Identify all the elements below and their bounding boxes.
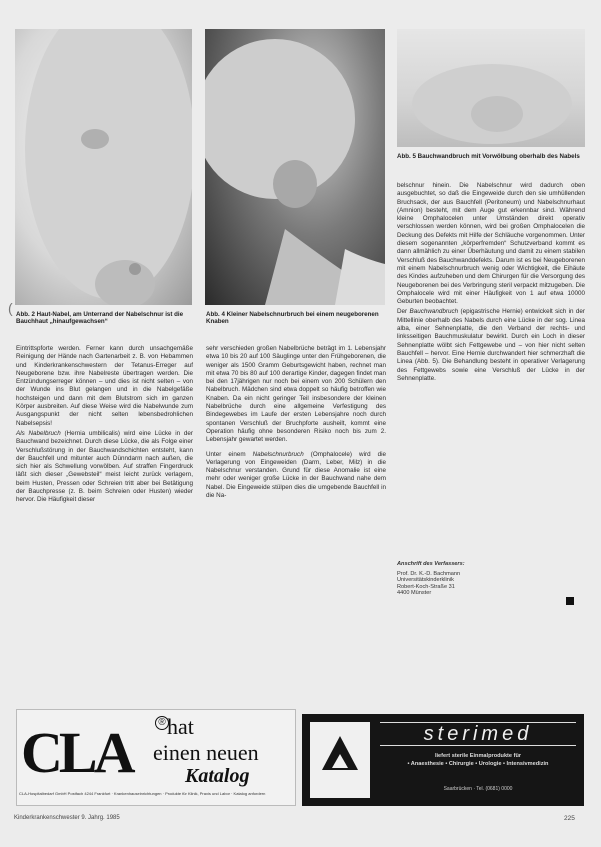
cla-footnote: CLA-Hospitalbedarf GmbH Postfach 4244 Frankfurt · Krankenhauseinrichtungen · Produkte für Klinik, Praxis und Labor · Katalog anfordern: [19, 791, 266, 796]
registered-mark: ®: [155, 716, 169, 730]
margin-mark: (: [8, 300, 13, 316]
term: Als Nabelbruch: [16, 429, 61, 437]
cla-headline-3: Katalog: [185, 765, 250, 787]
text-column-1: [16, 345, 193, 505]
paragraph-text: Unter einem: [206, 450, 253, 458]
cla-headline-1: hat: [167, 714, 194, 739]
cla-advertisement[interactable]: [16, 709, 296, 806]
sterimed-logo-icon: [310, 722, 370, 798]
term: Bauchwandbruch: [409, 308, 459, 316]
term: Nabelschnurbruch: [252, 450, 304, 458]
paragraph: Eintrittspforte werden. Ferner kann durch unsachgemäße Reinigung der Hände nach Gartenarbeit z. B. von Hebammen und Kinderkrankenschwestern der Tetanus-Erreger auf Neugeborene bzw. ihre Nabelreste übertragen werden. Die Entzündungserreger können – und dies ist nicht selten – von der Wunde ins Blut gelangen und in die Nabelgefäße hochsteigen und dann mit dem Blutstrom sich im ganzen Körper ausbreiten. Auf diese Weise wird die Nabelwunde zum Ausgangspunkt der nicht selten lebensbedrohlichen Nabelsepsis!: [16, 345, 193, 427]
author-address: [397, 561, 547, 597]
paragraph: [397, 308, 585, 383]
end-mark: [566, 597, 574, 605]
figure-4-photo: [205, 29, 385, 305]
author-heading: Anschrift des Verfassers:: [397, 561, 465, 567]
author-line: 4400 Münster: [397, 590, 432, 597]
figure-5-caption: Abb. 5 Bauchwandbruch mit Vorwölbung oberhalb des Nabels: [397, 153, 580, 160]
sterimed-advertisement[interactable]: [302, 714, 584, 806]
author-line: Universitätskinderklinik: [397, 577, 454, 584]
triangle-inner-icon: [332, 754, 348, 768]
figure-2-illustration: [15, 29, 192, 305]
figure-4-caption: Abb. 4 Kleiner Nabelschnurbruch bei einem neugeborenen Knaben: [206, 311, 379, 326]
sterimed-tagline-2: • Anaesthesie • Chirurgie • Urologie • Intensivmedizin: [407, 761, 549, 767]
sterimed-address: Saarbrücken · Tel. (0681) 0000: [443, 786, 513, 792]
sterimed-name: sterimed: [380, 722, 576, 746]
cla-logo: CLA: [21, 720, 132, 785]
text-column-3: [397, 182, 585, 383]
author-line: Prof. Dr. K.-D. Bachmann: [397, 570, 461, 577]
figure-5-photo: [397, 29, 585, 147]
paragraph: belschnur hinein. Die Nabelschnur wird dadurch oben ausgebuchtet, so daß die Eingeweide durch den sie umhüllenden Bruchsack, der aus Bauchfell (Peritoneum) und Nabelschnurhaut (Amnion) besteht, mit dem Auge gut erkennbar sind. Während kleine Omphalocelen unter Umständen direkt operativ verschlossen werden können, wird bei großen Omphalocelen die Deckung des Defekts mit Hilfe der Schläuche vorgenommen. Unter diesem sogenannten „körperfremden“ Schutzverband kommt es dann allmählich zu einer Überhäutung und damit zu einem stabilen Verschluß des Bauchwanddefekts. Darum ist es bei Neugeborenen mit einem Nabelschnurbruch wenig oder Wichtigkeit, die Eihäute des Kindes aufzuheben und dem Chirurgen für die Versorgung des Neugeborenen bei des Verbringung steril verpackt mitzugeben. Die Omphalocele wird mit einer Häufigkeit von 1 auf etwa 10000 Geburten beobachtet.: [397, 182, 585, 306]
figure-5-illustration: [397, 29, 585, 147]
sterimed-tagline: [380, 752, 576, 768]
paragraph-text: (epigastrische Hernie) entwickelt sich in der Mittellinie oberhalb des Nabels durch eine Lücke in der sog. Linea alba, einer Sehnenplatte, die den Verband der rechts- und linksseitigen Bauchmuskulatur bewirkt. Durch ein Loch in dieser Sehnenplatte wölbt sich Fettgewebe und – von hier nicht selten Bauchfell – hervor. Eine Hernie durchwandert hier schmerzhaft die Linea (Abb. 5). Die Behandlung besteht in operativer Verlagerung des Fettgewebs sowie eine Verschluß der Lücke in der Sehnenplatte.: [397, 308, 585, 382]
paragraph-text: (Hernia umbilicalis) wird eine Lücke in der Bauchwand bezeichnet. Durch diese Lücke, die als Folge einer Verschlußstörung in der Bauchwandschichten entsteht, kann der Bauchfell und mitunter auch Dünndarm nach außen, die sich hier als Schwellung vorwölben. Auf straffen Fingerdruck läßt sich dieser „Gewebsteil“ meist leicht zurück verlagern, beim Husten, Pressen oder Schreien tritt aber bei Betätigung der Bauchpresse (z. B. beim Schreien oder Husten) wieder hervor. Die Häufigkeit dieser: [16, 429, 193, 504]
cla-headline-2: einen neuen: [153, 740, 259, 765]
text-column-2: [206, 345, 386, 500]
paragraph: [16, 430, 193, 505]
figure-2-photo: [15, 29, 192, 305]
paragraph-text: (Omphalocele) wird die Verlagerung von Eingeweiden (Darm, Leber, Milz) in die Nabelschnur verstanden. Grund für diese Anomalie ist eine mehr oder weniger große Lücke in der Bauchwand nahe dem Nabel. Die Eingeweide stülpen dies die umgebende Bauchfell in die Na-: [206, 450, 386, 500]
paragraph-text: Der: [397, 308, 410, 316]
sterimed-tagline-1: liefert sterile Einmalprodukte für: [434, 753, 522, 759]
paragraph: sehr verschieden großen Nabelbrüche beträgt im 1. Lebensjahr etwa 10 bis 20 auf 100 Säuglinge unter den Frühgeborenen, die weniger als 1500 Gramm Geburtsgewicht haben, rechnet man mit etwa 70 bis 80 auf 100 derartige Kinder, dagegen findet man bei den 17jährigen nur noch bei einem von 200 Schülern den Nabelbruch. Mädchen sind etwa doppelt so häufig betroffen wie Knaben. Da ein nicht geringer Teil insbesondere der kleinen Nabelbrüche durch eine allgemeine Verfestigung des Bindegewebes im Laufe der ersten Lebensjahre noch durch spontanen Verschluß der Bruchpforte ausheilt, kommt eine Operation häufig ohne besonderen Risiko noch bis zum 2. Lebensjahr gewartet werden.: [206, 345, 386, 444]
figure-4-illustration: [205, 29, 385, 305]
journal-footer: Kinderkrankenschwester 9. Jahrg. 1985: [14, 815, 120, 821]
author-line: Robert-Koch-Straße 31: [397, 583, 455, 590]
page-number: 225: [564, 815, 575, 822]
figure-2-caption: Abb. 2 Haut-Nabel, am Unterrand der Nabelschnur ist die Bauchhaut „hinaufgewachsen“: [16, 311, 184, 326]
paragraph: [206, 451, 386, 501]
